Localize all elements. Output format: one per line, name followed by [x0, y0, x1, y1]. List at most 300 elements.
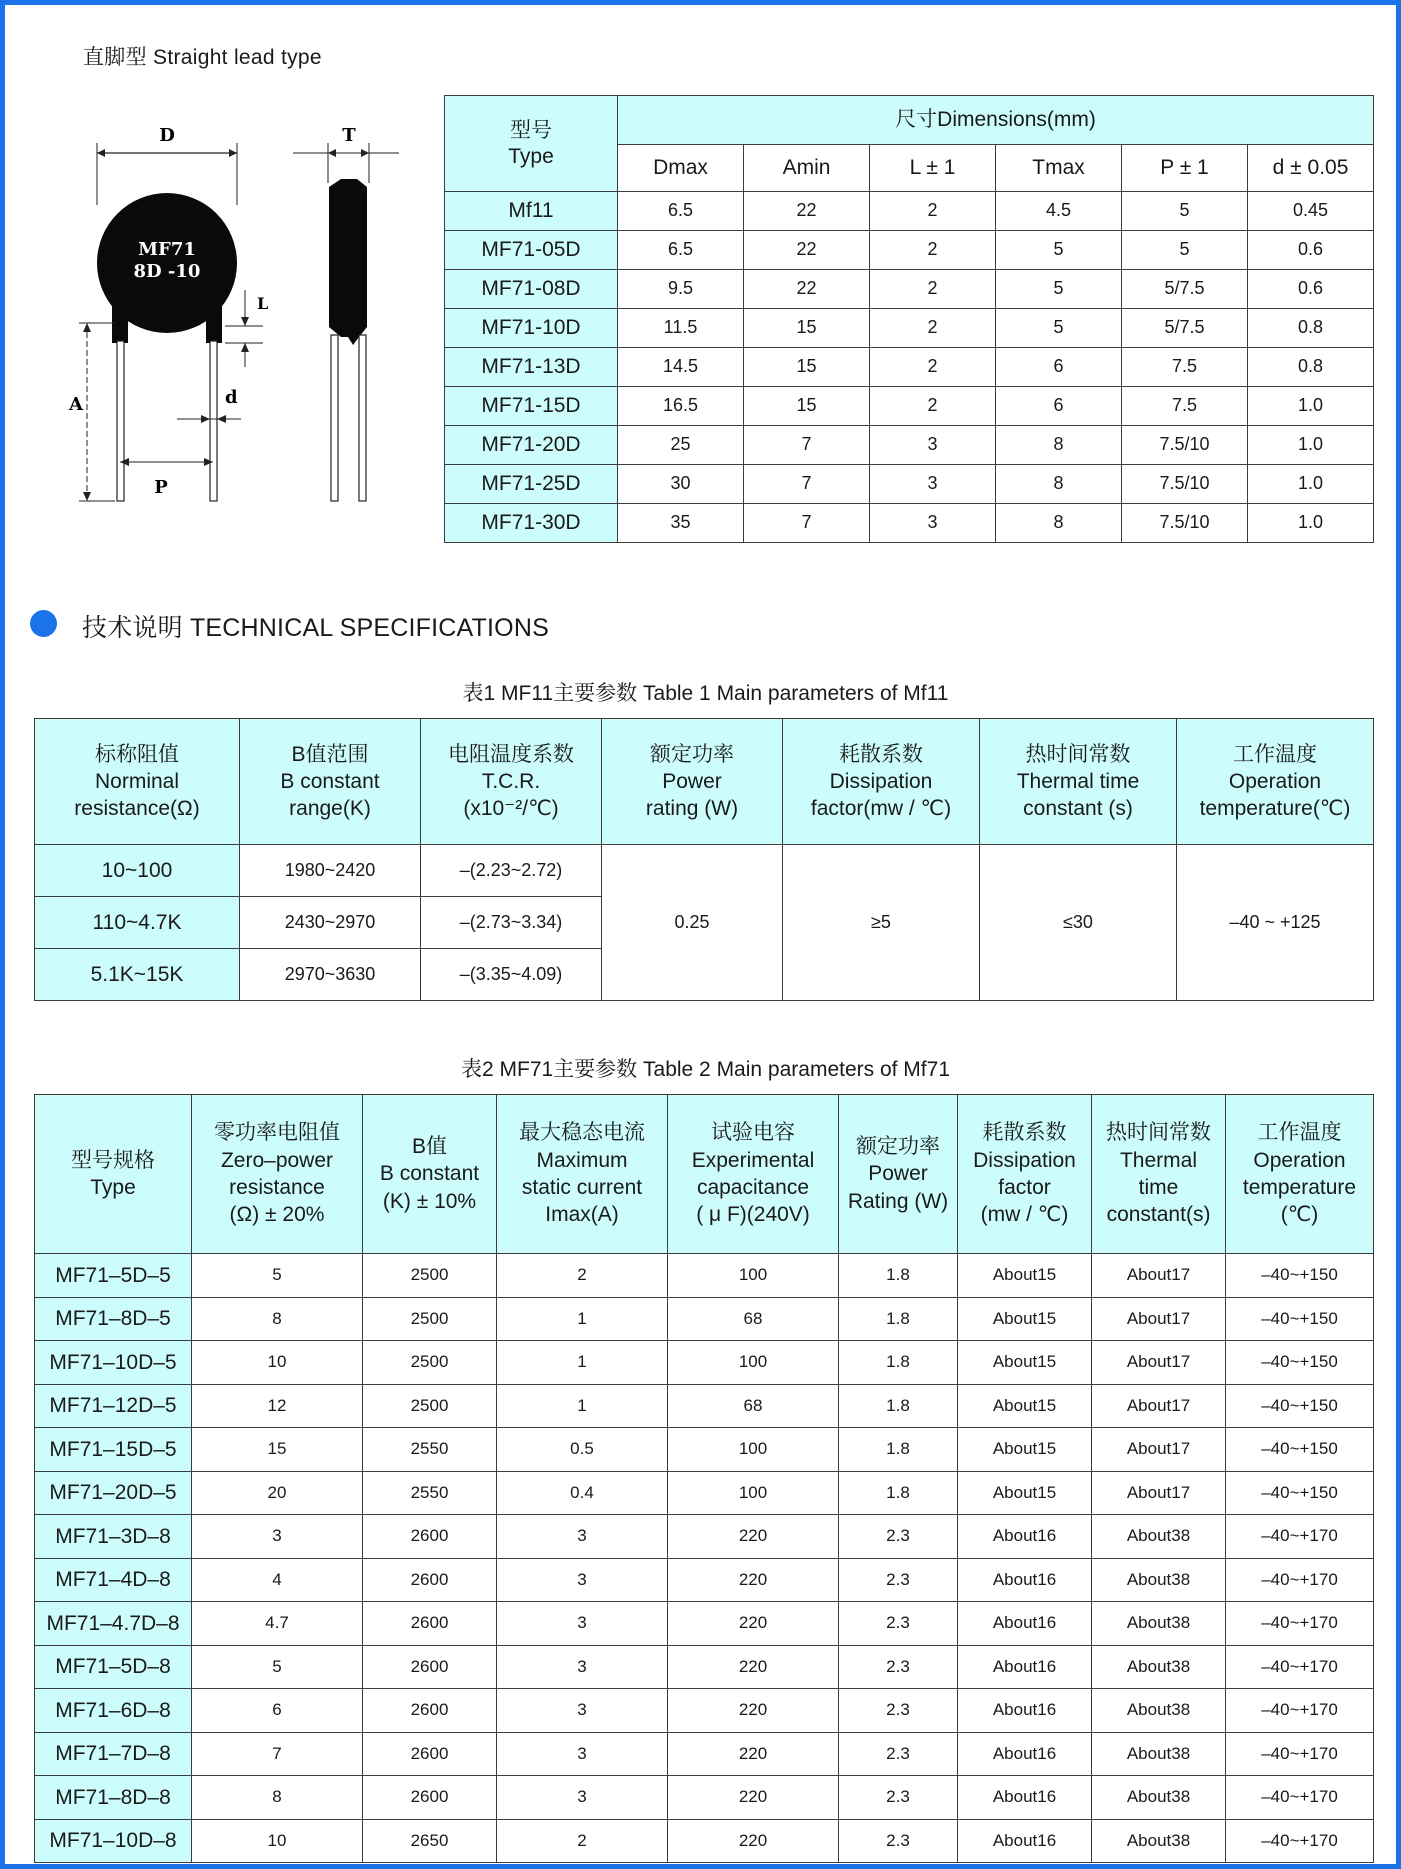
value-cell: –40~+150: [1226, 1428, 1374, 1472]
column-header: [783, 719, 980, 845]
value-cell: 7: [744, 426, 870, 465]
table-row: [35, 1297, 1374, 1341]
type-cell: MF71–10D–5: [35, 1341, 192, 1385]
value-cell: 0.5: [497, 1428, 668, 1472]
value-cell: 4.7: [192, 1602, 363, 1646]
header-line: range(K): [289, 797, 371, 821]
value-cell: About16: [958, 1602, 1092, 1646]
value-cell: 2600: [363, 1515, 497, 1559]
value-cell: 220: [668, 1732, 839, 1776]
header-line: Maximum: [536, 1148, 628, 1172]
value-cell: 5: [192, 1645, 363, 1689]
header-line: ( μ F)(240V): [696, 1203, 810, 1227]
value-cell: 5/7.5: [1122, 309, 1248, 348]
value-cell: About17: [1092, 1254, 1226, 1298]
power-rating-cell: 0.25: [602, 845, 783, 1001]
value-cell: 22: [744, 270, 870, 309]
type-cell: MF71–4.7D–8: [35, 1602, 192, 1646]
header-line: 耗散系数: [839, 742, 923, 766]
dimensions-group-header: 尺寸Dimensions(mm): [618, 96, 1374, 145]
type-cell: MF71-15D: [445, 387, 618, 426]
value-cell: 15: [744, 309, 870, 348]
table-row: [35, 1254, 1374, 1298]
value-cell: 2: [870, 309, 996, 348]
table1-caption: 表1 MF11主要参数 Table 1 Main parameters of Mf11: [462, 682, 949, 705]
table2-mf71-parameters: [34, 1094, 1374, 1863]
value-cell: About38: [1092, 1776, 1226, 1820]
value-cell: 9.5: [618, 270, 744, 309]
header-line: 最大稳态电流: [519, 1121, 645, 1145]
value-cell: 2500: [363, 1384, 497, 1428]
header-line: time: [1138, 1176, 1179, 1199]
value-cell: About38: [1092, 1819, 1226, 1863]
value-cell: 2: [497, 1819, 668, 1863]
header-line: factor: [998, 1176, 1051, 1199]
value-cell: 2600: [363, 1645, 497, 1689]
value-cell: 8: [192, 1776, 363, 1820]
column-header: Dmax: [618, 145, 744, 192]
value-cell: 11.5: [618, 309, 744, 348]
type-cell: MF71-25D: [445, 465, 618, 504]
thermal-time-cell: ≤30: [980, 845, 1177, 1001]
table-row: [35, 1341, 1374, 1385]
value-cell: 7.5: [1122, 348, 1248, 387]
header-line: temperature(℃): [1199, 797, 1351, 821]
header-line: factor(mw / ℃): [810, 797, 952, 821]
header-line: static current: [521, 1176, 643, 1199]
value-cell: 1.0: [1248, 504, 1374, 543]
type-cell: Mf11: [445, 192, 618, 231]
value-cell: About16: [958, 1776, 1092, 1820]
value-cell: 22: [744, 192, 870, 231]
value-cell: 220: [668, 1776, 839, 1820]
column-header: [497, 1095, 668, 1254]
value-cell: –40~+170: [1226, 1776, 1374, 1820]
value-cell: About17: [1092, 1471, 1226, 1515]
column-header: [363, 1095, 497, 1254]
value-cell: 16.5: [618, 387, 744, 426]
value-cell: –40~+170: [1226, 1558, 1374, 1602]
value-cell: About38: [1092, 1645, 1226, 1689]
table-row: [445, 348, 1374, 387]
header-line: T.C.R.: [481, 769, 541, 793]
value-cell: –40~+150: [1226, 1254, 1374, 1298]
value-cell: 220: [668, 1602, 839, 1646]
value-cell: About16: [958, 1645, 1092, 1689]
header-line: constant(s): [1106, 1203, 1211, 1227]
lead-dia-label: d: [225, 387, 238, 408]
table-row: [35, 1515, 1374, 1559]
column-header: Amin: [744, 145, 870, 192]
value-cell: About38: [1092, 1602, 1226, 1646]
section-heading: 直脚型 Straight lead type: [83, 46, 322, 69]
value-cell: About15: [958, 1428, 1092, 1472]
left-lead: [117, 341, 124, 501]
type-cell: MF71–8D–5: [35, 1297, 192, 1341]
header-line: B值: [411, 1135, 447, 1159]
value-cell: –40~+170: [1226, 1819, 1374, 1863]
p-dim-label: P: [154, 477, 168, 498]
table-row: [445, 192, 1374, 231]
value-cell: 2.3: [839, 1558, 958, 1602]
value-cell: 3: [497, 1776, 668, 1820]
value-cell: 5: [1122, 231, 1248, 270]
value-cell: 10: [192, 1341, 363, 1385]
column-header: [421, 719, 602, 845]
temperature-cell: –40 ~ +125: [1177, 845, 1374, 1001]
value-cell: 8: [996, 465, 1122, 504]
column-header: [602, 719, 783, 845]
value-cell: 7: [744, 504, 870, 543]
column-header: [35, 1095, 192, 1254]
table-row: [35, 845, 1374, 897]
value-cell: 220: [668, 1689, 839, 1733]
value-cell: 68: [668, 1297, 839, 1341]
value-cell: 2: [870, 387, 996, 426]
table2-header-row: [35, 1095, 1374, 1254]
type-cell: MF71–20D–5: [35, 1471, 192, 1515]
header-line: temperature: [1242, 1176, 1357, 1199]
value-cell: –40~+150: [1226, 1384, 1374, 1428]
header-line: 零功率电阻值: [214, 1121, 340, 1145]
value-cell: 2: [497, 1254, 668, 1298]
value-cell: 2970~3630: [240, 949, 421, 1001]
header-line: (K) ± 10%: [382, 1189, 477, 1213]
value-cell: 2.3: [839, 1515, 958, 1559]
column-header: [1226, 1095, 1374, 1254]
type-cell: MF71–12D–5: [35, 1384, 192, 1428]
value-cell: 2.3: [839, 1602, 958, 1646]
header-line: Zero–power: [220, 1148, 334, 1172]
header-line: 额定功率: [650, 742, 734, 766]
value-cell: About15: [958, 1341, 1092, 1385]
value-cell: About16: [958, 1515, 1092, 1559]
type-cell: MF71-13D: [445, 348, 618, 387]
value-cell: –40~+170: [1226, 1689, 1374, 1733]
table-row: [445, 465, 1374, 504]
body-marking-2: 8D -10: [133, 261, 201, 282]
value-cell: 2600: [363, 1732, 497, 1776]
table-row: [35, 1732, 1374, 1776]
header-line: 热时间常数: [1025, 742, 1131, 766]
table1-mf11-parameters: [34, 718, 1374, 1001]
header-line: Operation: [1228, 769, 1322, 793]
value-cell: About15: [958, 1471, 1092, 1515]
table-row: [35, 1471, 1374, 1515]
type-cell: MF71-30D: [445, 504, 618, 543]
table2-caption: 表2 MF71主要参数 Table 2 Main parameters of Mf71: [460, 1058, 950, 1081]
value-cell: 5: [996, 309, 1122, 348]
value-cell: 2: [870, 270, 996, 309]
header-line: Imax(A): [545, 1203, 619, 1227]
side-view-body: [329, 179, 367, 345]
value-cell: 100: [668, 1341, 839, 1385]
thermistor-drawing-svg: [65, 105, 425, 515]
header-line: B值范围: [291, 742, 369, 766]
value-cell: 35: [618, 504, 744, 543]
dissipation-cell: ≥5: [783, 845, 980, 1001]
value-cell: 22: [744, 231, 870, 270]
value-cell: 6: [192, 1689, 363, 1733]
header-line: rating (W): [645, 797, 739, 821]
value-cell: About16: [958, 1689, 1092, 1733]
header-line: Norminal: [94, 769, 180, 793]
value-cell: –40~+170: [1226, 1515, 1374, 1559]
header-line: (℃): [1280, 1203, 1319, 1227]
value-cell: 0.4: [497, 1471, 668, 1515]
table-row: [35, 1384, 1374, 1428]
right-lead: [210, 341, 217, 501]
header-line: 工作温度: [1257, 1121, 1342, 1145]
value-cell: 2600: [363, 1602, 497, 1646]
table-row: [445, 270, 1374, 309]
header-line: 工作温度: [1233, 742, 1317, 766]
value-cell: 2600: [363, 1689, 497, 1733]
dimensions-table: [444, 95, 1374, 543]
value-cell: 8: [192, 1297, 363, 1341]
table-row: [445, 231, 1374, 270]
value-cell: About16: [958, 1558, 1092, 1602]
value-cell: 0.6: [1248, 231, 1374, 270]
value-cell: 2500: [363, 1254, 497, 1298]
header-line: Experimental: [691, 1148, 815, 1172]
value-cell: 8: [996, 426, 1122, 465]
type-cell: MF71–15D–5: [35, 1428, 192, 1472]
value-cell: 1: [497, 1297, 668, 1341]
table-row: [445, 504, 1374, 543]
value-cell: 2.3: [839, 1776, 958, 1820]
value-cell: 0.6: [1248, 270, 1374, 309]
value-cell: 2: [870, 348, 996, 387]
header-line: (Ω) ± 20%: [229, 1203, 325, 1227]
value-cell: 7.5/10: [1122, 426, 1248, 465]
value-cell: 2.3: [839, 1732, 958, 1776]
column-header: [240, 719, 421, 845]
value-cell: –(3.35~4.09): [421, 949, 602, 1001]
value-cell: 7.5/10: [1122, 504, 1248, 543]
value-cell: About17: [1092, 1384, 1226, 1428]
value-cell: 1.0: [1248, 465, 1374, 504]
value-cell: 3: [497, 1602, 668, 1646]
value-cell: 3: [870, 465, 996, 504]
value-cell: 15: [744, 348, 870, 387]
value-cell: 2500: [363, 1297, 497, 1341]
value-cell: About15: [958, 1384, 1092, 1428]
value-cell: 1.8: [839, 1297, 958, 1341]
value-cell: 6: [996, 348, 1122, 387]
value-cell: 1: [497, 1341, 668, 1385]
value-cell: 68: [668, 1384, 839, 1428]
header-line: B constant: [280, 769, 380, 793]
value-cell: 7: [192, 1732, 363, 1776]
header-line: constant (s): [1023, 797, 1133, 821]
value-cell: 2600: [363, 1776, 497, 1820]
value-cell: 2500: [363, 1341, 497, 1385]
value-cell: 3: [497, 1558, 668, 1602]
value-cell: 1.0: [1248, 426, 1374, 465]
value-cell: 0.8: [1248, 348, 1374, 387]
value-cell: 3: [497, 1515, 668, 1559]
value-cell: About17: [1092, 1341, 1226, 1385]
table-row: [35, 1776, 1374, 1820]
resistance-cell: 110~4.7K: [35, 897, 240, 949]
table-row: [445, 387, 1374, 426]
value-cell: 15: [192, 1428, 363, 1472]
value-cell: About38: [1092, 1515, 1226, 1559]
l-dim-label: L: [257, 294, 269, 313]
table-row: [35, 1689, 1374, 1733]
value-cell: 4: [192, 1558, 363, 1602]
value-cell: 2.3: [839, 1645, 958, 1689]
value-cell: 5/7.5: [1122, 270, 1248, 309]
type-cell: MF71–4D–8: [35, 1558, 192, 1602]
value-cell: 2: [870, 231, 996, 270]
header-line: 耗散系数: [982, 1121, 1067, 1145]
header-line: Power: [868, 1162, 928, 1186]
value-cell: 6: [996, 387, 1122, 426]
value-cell: 15: [744, 387, 870, 426]
type-cell: MF71–5D–5: [35, 1254, 192, 1298]
column-header: [980, 719, 1177, 845]
table-row: [35, 1645, 1374, 1689]
value-cell: 2550: [363, 1471, 497, 1515]
value-cell: 6.5: [618, 231, 744, 270]
value-cell: 0.45: [1248, 192, 1374, 231]
value-cell: About17: [1092, 1428, 1226, 1472]
value-cell: About16: [958, 1732, 1092, 1776]
table-row: [35, 1558, 1374, 1602]
value-cell: 10: [192, 1819, 363, 1863]
header-line: 型号规格: [71, 1148, 155, 1172]
value-cell: –40~+170: [1226, 1602, 1374, 1646]
column-header: [1177, 719, 1374, 845]
value-cell: About16: [958, 1819, 1092, 1863]
value-cell: 3: [870, 504, 996, 543]
table1-header-row: [35, 719, 1374, 845]
header-line: Type: [508, 144, 554, 168]
resistance-cell: 5.1K~15K: [35, 949, 240, 1001]
table-row: [35, 1428, 1374, 1472]
type-cell: MF71-08D: [445, 270, 618, 309]
header-line: 热时间常数: [1106, 1121, 1211, 1145]
header-line: Dissipation: [829, 769, 933, 793]
value-cell: 6.5: [618, 192, 744, 231]
value-cell: 12: [192, 1384, 363, 1428]
type-cell: MF71-20D: [445, 426, 618, 465]
value-cell: –(2.23~2.72): [421, 845, 602, 897]
value-cell: About38: [1092, 1558, 1226, 1602]
table-row: [445, 426, 1374, 465]
column-header: P ± 1: [1122, 145, 1248, 192]
table-row: [35, 1819, 1374, 1863]
value-cell: 2: [870, 192, 996, 231]
value-cell: 1.8: [839, 1384, 958, 1428]
t-dim-label: T: [342, 125, 356, 146]
type-cell: MF71–5D–8: [35, 1645, 192, 1689]
value-cell: 1.8: [839, 1254, 958, 1298]
header-line: 电阻温度系数: [448, 742, 574, 766]
value-cell: 5: [1122, 192, 1248, 231]
value-cell: –40~+170: [1226, 1645, 1374, 1689]
value-cell: About17: [1092, 1297, 1226, 1341]
column-header: L ± 1: [870, 145, 996, 192]
type-column-header: [445, 96, 618, 192]
header-line: (x10⁻²/℃): [463, 797, 559, 821]
header-line: 额定功率: [856, 1135, 940, 1159]
type-cell: MF71-10D: [445, 309, 618, 348]
d-dim-label: D: [159, 125, 175, 146]
value-cell: 7.5/10: [1122, 465, 1248, 504]
header-line: Thermal: [1119, 1148, 1198, 1172]
value-cell: 4.5: [996, 192, 1122, 231]
value-cell: 220: [668, 1515, 839, 1559]
value-cell: 1: [497, 1384, 668, 1428]
value-cell: 2.3: [839, 1819, 958, 1863]
value-cell: 20: [192, 1471, 363, 1515]
value-cell: 8: [996, 504, 1122, 543]
header-line: Dissipation: [973, 1148, 1076, 1172]
value-cell: 7: [744, 465, 870, 504]
value-cell: 30: [618, 465, 744, 504]
value-cell: 3: [497, 1732, 668, 1776]
thermistor-drawing: [65, 105, 425, 515]
value-cell: 2650: [363, 1819, 497, 1863]
value-cell: 7.5: [1122, 387, 1248, 426]
value-cell: –40~+150: [1226, 1297, 1374, 1341]
header-line: capacitance: [696, 1176, 810, 1199]
column-header: [1092, 1095, 1226, 1254]
dim-header-row: [445, 96, 1374, 145]
value-cell: 220: [668, 1645, 839, 1689]
value-cell: 2550: [363, 1428, 497, 1472]
value-cell: 2600: [363, 1558, 497, 1602]
value-cell: 25: [618, 426, 744, 465]
value-cell: 0.8: [1248, 309, 1374, 348]
value-cell: 2430~2970: [240, 897, 421, 949]
value-cell: 1980~2420: [240, 845, 421, 897]
column-header: [35, 719, 240, 845]
header-line: 试验电容: [711, 1121, 795, 1145]
value-cell: 3: [192, 1515, 363, 1559]
header-line: (mw / ℃): [980, 1203, 1069, 1227]
type-cell: MF71–3D–8: [35, 1515, 192, 1559]
value-cell: –40~+150: [1226, 1471, 1374, 1515]
header-line: Operation: [1253, 1148, 1346, 1172]
column-header: [958, 1095, 1092, 1254]
value-cell: 5: [996, 270, 1122, 309]
value-cell: 3: [497, 1645, 668, 1689]
type-cell: MF71–8D–8: [35, 1776, 192, 1820]
type-cell: MF71-05D: [445, 231, 618, 270]
value-cell: 100: [668, 1428, 839, 1472]
value-cell: 1.8: [839, 1341, 958, 1385]
value-cell: 2.3: [839, 1689, 958, 1733]
column-header: [839, 1095, 958, 1254]
header-line: resistance: [229, 1176, 325, 1199]
section-bullet-icon: [30, 610, 57, 637]
value-cell: About15: [958, 1254, 1092, 1298]
resistance-cell: 10~100: [35, 845, 240, 897]
value-cell: –40~+150: [1226, 1341, 1374, 1385]
value-cell: 14.5: [618, 348, 744, 387]
header-line: resistance(Ω): [74, 797, 200, 821]
value-cell: About38: [1092, 1732, 1226, 1776]
value-cell: 1.0: [1248, 387, 1374, 426]
body-marking-1: MF71: [138, 239, 196, 260]
value-cell: –(2.73~3.34): [421, 897, 602, 949]
value-cell: 1.8: [839, 1471, 958, 1515]
header-line: Thermal time: [1016, 769, 1140, 793]
